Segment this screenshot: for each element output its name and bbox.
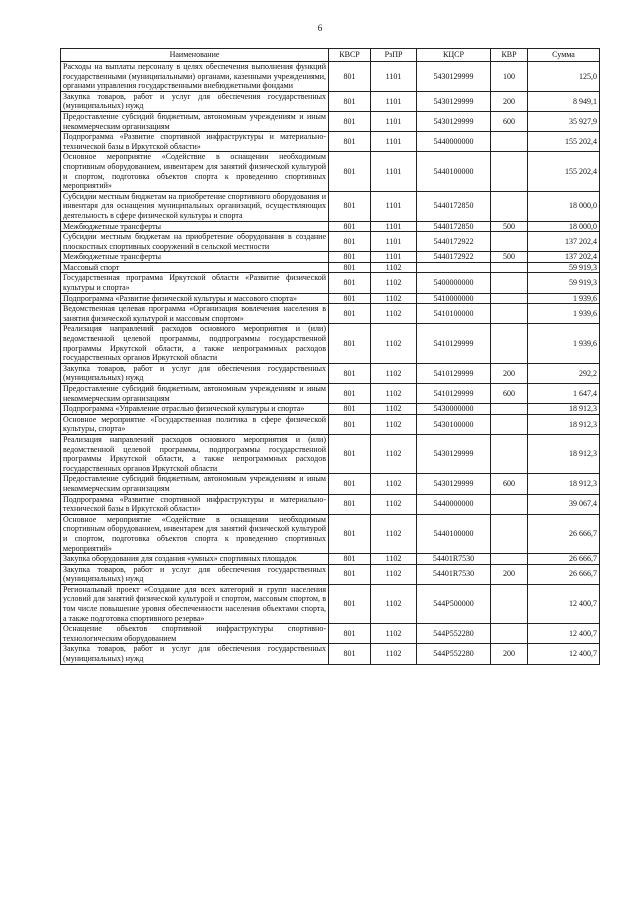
cell-rzpr: 1102 <box>371 564 417 584</box>
cell-name: Государственная программа Иркутской области «Развитие физической культуры и спорта» <box>61 273 329 293</box>
cell-rzpr: 1102 <box>371 434 417 473</box>
cell-kvr <box>491 262 528 273</box>
cell-kvr <box>491 324 528 363</box>
cell-name: Предоставление субсидий бюджетным, автономным учреждениям и иным некоммерческим организациям <box>61 111 329 131</box>
cell-name: Закупка товаров, работ и услуг для обеспечения государственных (муниципальных) нужд <box>61 564 329 584</box>
cell-kvr <box>491 414 528 434</box>
table-row <box>61 474 600 494</box>
cell-kcsr: 5430129999 <box>417 434 491 473</box>
cell-name: Основное мероприятие «Государственная политика в сфере физической культуры, спорта» <box>61 414 329 434</box>
cell-name: Массовый спорт <box>61 262 329 273</box>
budget-table <box>60 48 600 665</box>
cell-rzpr: 1102 <box>371 363 417 383</box>
cell-rzpr: 1102 <box>371 304 417 324</box>
cell-kvr: 500 <box>491 252 528 263</box>
cell-kcsr: 54401R7530 <box>417 564 491 584</box>
cell-sum: 137 202,4 <box>528 232 600 252</box>
table-row <box>61 434 600 473</box>
cell-rzpr: 1101 <box>371 132 417 152</box>
table-row <box>61 111 600 131</box>
cell-kcsr: 544P552280 <box>417 644 491 664</box>
cell-kcsr: 5440172850 <box>417 191 491 221</box>
header-kcsr: КЦСР <box>417 49 491 62</box>
cell-kvsr: 801 <box>329 324 371 363</box>
cell-rzpr: 1102 <box>371 474 417 494</box>
cell-kvsr: 801 <box>329 624 371 644</box>
cell-sum: 26 666,7 <box>528 554 600 565</box>
cell-kvsr: 801 <box>329 152 371 191</box>
header-name: Наименование <box>61 49 329 62</box>
cell-kvr <box>491 514 528 553</box>
cell-name: Подпрограмма «Развитие спортивной инфраструктуры и материально- технической базы в Иркутской области» <box>61 494 329 514</box>
cell-kvr <box>491 404 528 415</box>
cell-rzpr: 1101 <box>371 252 417 263</box>
cell-name: Субсидии местным бюджетам на приобретение оборудования в создание плоскостных спортивных сооружений в сельской местности <box>61 232 329 252</box>
cell-kvsr: 801 <box>329 564 371 584</box>
cell-name: Основное мероприятие «Содействие в оснащении необходимым спортивным оборудованием, инвентарем для занятий физической культурой и спортом, подготовка объектов спорта к проведению спортивных мероприятий» <box>61 514 329 553</box>
cell-sum: 1 939,6 <box>528 293 600 304</box>
cell-name: Предоставление субсидий бюджетным, автономным учреждениям и иным некоммерческим организациям <box>61 474 329 494</box>
cell-kvsr: 801 <box>329 221 371 232</box>
table-row <box>61 514 600 553</box>
header-kvsr: КВСР <box>329 49 371 62</box>
cell-kvr <box>491 293 528 304</box>
cell-name: Подпрограмма «Развитие физической культуры и массового спорта» <box>61 293 329 304</box>
cell-name: Основное мероприятие «Содействие в оснащении необходимым спортивным оборудованием, инвентарем для занятий физической культурой и спортом, подготовка объектов спорта к проведению спортивных мероприятий» <box>61 152 329 191</box>
cell-rzpr: 1102 <box>371 584 417 623</box>
header-sum: Сумма <box>528 49 600 62</box>
cell-rzpr: 1101 <box>371 111 417 131</box>
cell-kvr: 200 <box>491 363 528 383</box>
cell-rzpr: 1101 <box>371 152 417 191</box>
cell-kvr: 100 <box>491 62 528 92</box>
cell-kvsr: 801 <box>329 111 371 131</box>
cell-kvr <box>491 554 528 565</box>
cell-kvr <box>491 232 528 252</box>
header-kvr: КВР <box>491 49 528 62</box>
table-row <box>61 152 600 191</box>
cell-name: Закупка оборудования для создания «умных» спортивных площадок <box>61 554 329 565</box>
cell-rzpr: 1102 <box>371 324 417 363</box>
cell-sum: 18 912,3 <box>528 434 600 473</box>
cell-rzpr: 1102 <box>371 514 417 553</box>
cell-kvr <box>491 584 528 623</box>
cell-kvr: 600 <box>491 111 528 131</box>
cell-sum: 59 919,3 <box>528 262 600 273</box>
cell-kvr: 200 <box>491 91 528 111</box>
table-row <box>61 363 600 383</box>
cell-kvsr: 801 <box>329 232 371 252</box>
cell-name: Реализация направлений расходов основного мероприятия и (или) ведомственной целевой программы, подпрограммы государственной программы Иркутской области, а также непрограммных расходов государственных органов Иркутской области <box>61 434 329 473</box>
cell-kvsr: 801 <box>329 262 371 273</box>
cell-name: Региональный проект «Создание для всех категорий и групп населения условий для занятий физической культурой и спортом, массовым спортом, в том числе повышение уровня обеспеченности населения объектами спорта, а также подготовка спортивного резерва» <box>61 584 329 623</box>
table-row <box>61 252 600 263</box>
table-header-row <box>61 49 600 62</box>
cell-kcsr: 5430129999 <box>417 91 491 111</box>
cell-name: Субсидии местным бюджетам на приобретение спортивного оборудования и инвентаря для оснащения муниципальных организаций, осуществляющих деятельность в сфере физической культуры и спорта <box>61 191 329 221</box>
cell-rzpr: 1102 <box>371 273 417 293</box>
cell-kvsr: 801 <box>329 304 371 324</box>
cell-name: Расходы на выплаты персоналу в целях обеспечения выполнения функций государственными (муниципальными) органами, казенными учреждениями, органами управления государственными внебюджетными фондами <box>61 62 329 92</box>
cell-kvr: 600 <box>491 474 528 494</box>
cell-kcsr: 5440000000 <box>417 132 491 152</box>
cell-rzpr: 1102 <box>371 293 417 304</box>
cell-sum: 18 912,3 <box>528 404 600 415</box>
cell-sum: 1 647,4 <box>528 384 600 404</box>
cell-kvsr: 801 <box>329 62 371 92</box>
table-row <box>61 404 600 415</box>
cell-rzpr: 1102 <box>371 384 417 404</box>
cell-kcsr: 5440172922 <box>417 232 491 252</box>
cell-rzpr: 1102 <box>371 624 417 644</box>
cell-kvr: 600 <box>491 384 528 404</box>
cell-name: Реализация направлений расходов основного мероприятия и (или) ведомственной целевой программы, подпрограммы государственной программы Иркутской области, а также непрограммных расходов государственных органов Иркутской области <box>61 324 329 363</box>
cell-sum: 1 939,6 <box>528 304 600 324</box>
cell-kcsr: 5430129999 <box>417 111 491 131</box>
cell-rzpr: 1102 <box>371 414 417 434</box>
cell-sum: 18 000,0 <box>528 221 600 232</box>
cell-sum: 1 939,6 <box>528 324 600 363</box>
cell-kvsr: 801 <box>329 384 371 404</box>
cell-sum: 18 912,3 <box>528 414 600 434</box>
table-row <box>61 191 600 221</box>
cell-kcsr: 5410100000 <box>417 304 491 324</box>
cell-kcsr: 5400000000 <box>417 273 491 293</box>
page-number: 6 <box>317 23 323 33</box>
cell-kcsr: 5430000000 <box>417 404 491 415</box>
cell-sum: 12 400,7 <box>528 584 600 623</box>
table-row <box>61 414 600 434</box>
table-row <box>61 624 600 644</box>
cell-name: Ведомственная целевая программа «Организация вовлечения населения в занятия физической культурой и массовым спортом» <box>61 304 329 324</box>
cell-sum: 137 202,4 <box>528 252 600 263</box>
cell-rzpr: 1102 <box>371 554 417 565</box>
cell-kcsr: 5440000000 <box>417 494 491 514</box>
cell-kcsr: 5410000000 <box>417 293 491 304</box>
cell-name: Закупка товаров, работ и услуг для обеспечения государственных (муниципальных) нужд <box>61 91 329 111</box>
cell-kvsr: 801 <box>329 514 371 553</box>
cell-kcsr: 5410129999 <box>417 363 491 383</box>
table-row <box>61 304 600 324</box>
table-row <box>61 262 600 273</box>
table-row <box>61 232 600 252</box>
cell-name: Подпрограмма «Управление отраслью физической культуры и спорта» <box>61 404 329 415</box>
cell-kvsr: 801 <box>329 434 371 473</box>
cell-kcsr: 54401R7530 <box>417 554 491 565</box>
cell-kvr <box>491 132 528 152</box>
cell-kvsr: 801 <box>329 584 371 623</box>
cell-kvsr: 801 <box>329 191 371 221</box>
cell-rzpr: 1102 <box>371 644 417 664</box>
cell-rzpr: 1101 <box>371 191 417 221</box>
cell-kcsr: 5410129999 <box>417 384 491 404</box>
cell-kcsr: 5410129999 <box>417 324 491 363</box>
cell-kcsr: 5430129999 <box>417 474 491 494</box>
table-row <box>61 584 600 623</box>
table-row <box>61 644 600 664</box>
table-row <box>61 221 600 232</box>
cell-kvr <box>491 624 528 644</box>
cell-kvsr: 801 <box>329 273 371 293</box>
cell-rzpr: 1102 <box>371 494 417 514</box>
cell-sum: 155 202,4 <box>528 152 600 191</box>
cell-sum: 125,0 <box>528 62 600 92</box>
cell-sum: 18 000,0 <box>528 191 600 221</box>
cell-sum: 8 949,1 <box>528 91 600 111</box>
cell-name: Предоставление субсидий бюджетным, автономным учреждениям и иным некоммерческим организациям <box>61 384 329 404</box>
cell-kvr: 500 <box>491 221 528 232</box>
cell-kcsr: 544P500000 <box>417 584 491 623</box>
cell-rzpr: 1102 <box>371 404 417 415</box>
table-row <box>61 91 600 111</box>
cell-kcsr: 5430100000 <box>417 414 491 434</box>
table-row <box>61 273 600 293</box>
table-row <box>61 554 600 565</box>
cell-kcsr: 544P552280 <box>417 624 491 644</box>
table-row <box>61 494 600 514</box>
cell-rzpr: 1101 <box>371 232 417 252</box>
table-row <box>61 62 600 92</box>
table-row <box>61 132 600 152</box>
cell-kvsr: 801 <box>329 414 371 434</box>
cell-kcsr: 5440172850 <box>417 221 491 232</box>
cell-kcsr <box>417 262 491 273</box>
cell-name: Закупка товаров, работ и услуг для обеспечения государственных (муниципальных) нужд <box>61 363 329 383</box>
cell-kvsr: 801 <box>329 252 371 263</box>
cell-kvr: 200 <box>491 564 528 584</box>
cell-kvr <box>491 273 528 293</box>
cell-name: Оснащение объектов спортивной инфраструктуры спортивно-технологическим оборудованием <box>61 624 329 644</box>
cell-kvr <box>491 152 528 191</box>
cell-kvsr: 801 <box>329 404 371 415</box>
cell-kvsr: 801 <box>329 132 371 152</box>
cell-rzpr: 1101 <box>371 62 417 92</box>
cell-sum: 59 919,3 <box>528 273 600 293</box>
cell-kvsr: 801 <box>329 644 371 664</box>
table-row <box>61 564 600 584</box>
cell-kvr <box>491 304 528 324</box>
table-row <box>61 293 600 304</box>
cell-kvsr: 801 <box>329 363 371 383</box>
cell-sum: 12 400,7 <box>528 624 600 644</box>
cell-rzpr: 1102 <box>371 262 417 273</box>
cell-kcsr: 5440100000 <box>417 152 491 191</box>
cell-sum: 39 067,4 <box>528 494 600 514</box>
cell-sum: 155 202,4 <box>528 132 600 152</box>
cell-kvsr: 801 <box>329 494 371 514</box>
cell-sum: 12 400,7 <box>528 644 600 664</box>
cell-rzpr: 1101 <box>371 221 417 232</box>
cell-sum: 26 666,7 <box>528 564 600 584</box>
cell-name: Закупка товаров, работ и услуг для обеспечения государственных (муниципальных) нужд <box>61 644 329 664</box>
cell-kcsr: 5440100000 <box>417 514 491 553</box>
cell-sum: 35 927,9 <box>528 111 600 131</box>
cell-kvr <box>491 191 528 221</box>
cell-sum: 292,2 <box>528 363 600 383</box>
cell-name: Межбюджетные трансферты <box>61 252 329 263</box>
cell-kvsr: 801 <box>329 474 371 494</box>
cell-name: Межбюджетные трансферты <box>61 221 329 232</box>
cell-sum: 26 666,7 <box>528 514 600 553</box>
cell-kvr <box>491 434 528 473</box>
cell-kcsr: 5430129999 <box>417 62 491 92</box>
table-row <box>61 324 600 363</box>
cell-kvr: 200 <box>491 644 528 664</box>
table-row <box>61 384 600 404</box>
cell-kvr <box>491 494 528 514</box>
cell-kvsr: 801 <box>329 91 371 111</box>
header-rzpr: РзПР <box>371 49 417 62</box>
cell-rzpr: 1101 <box>371 91 417 111</box>
cell-kvsr: 801 <box>329 554 371 565</box>
cell-kvsr: 801 <box>329 293 371 304</box>
cell-name: Подпрограмма «Развитие спортивной инфраструктуры и материально- технической базы в Иркутской области» <box>61 132 329 152</box>
cell-sum: 18 912,3 <box>528 474 600 494</box>
cell-kcsr: 5440172922 <box>417 252 491 263</box>
